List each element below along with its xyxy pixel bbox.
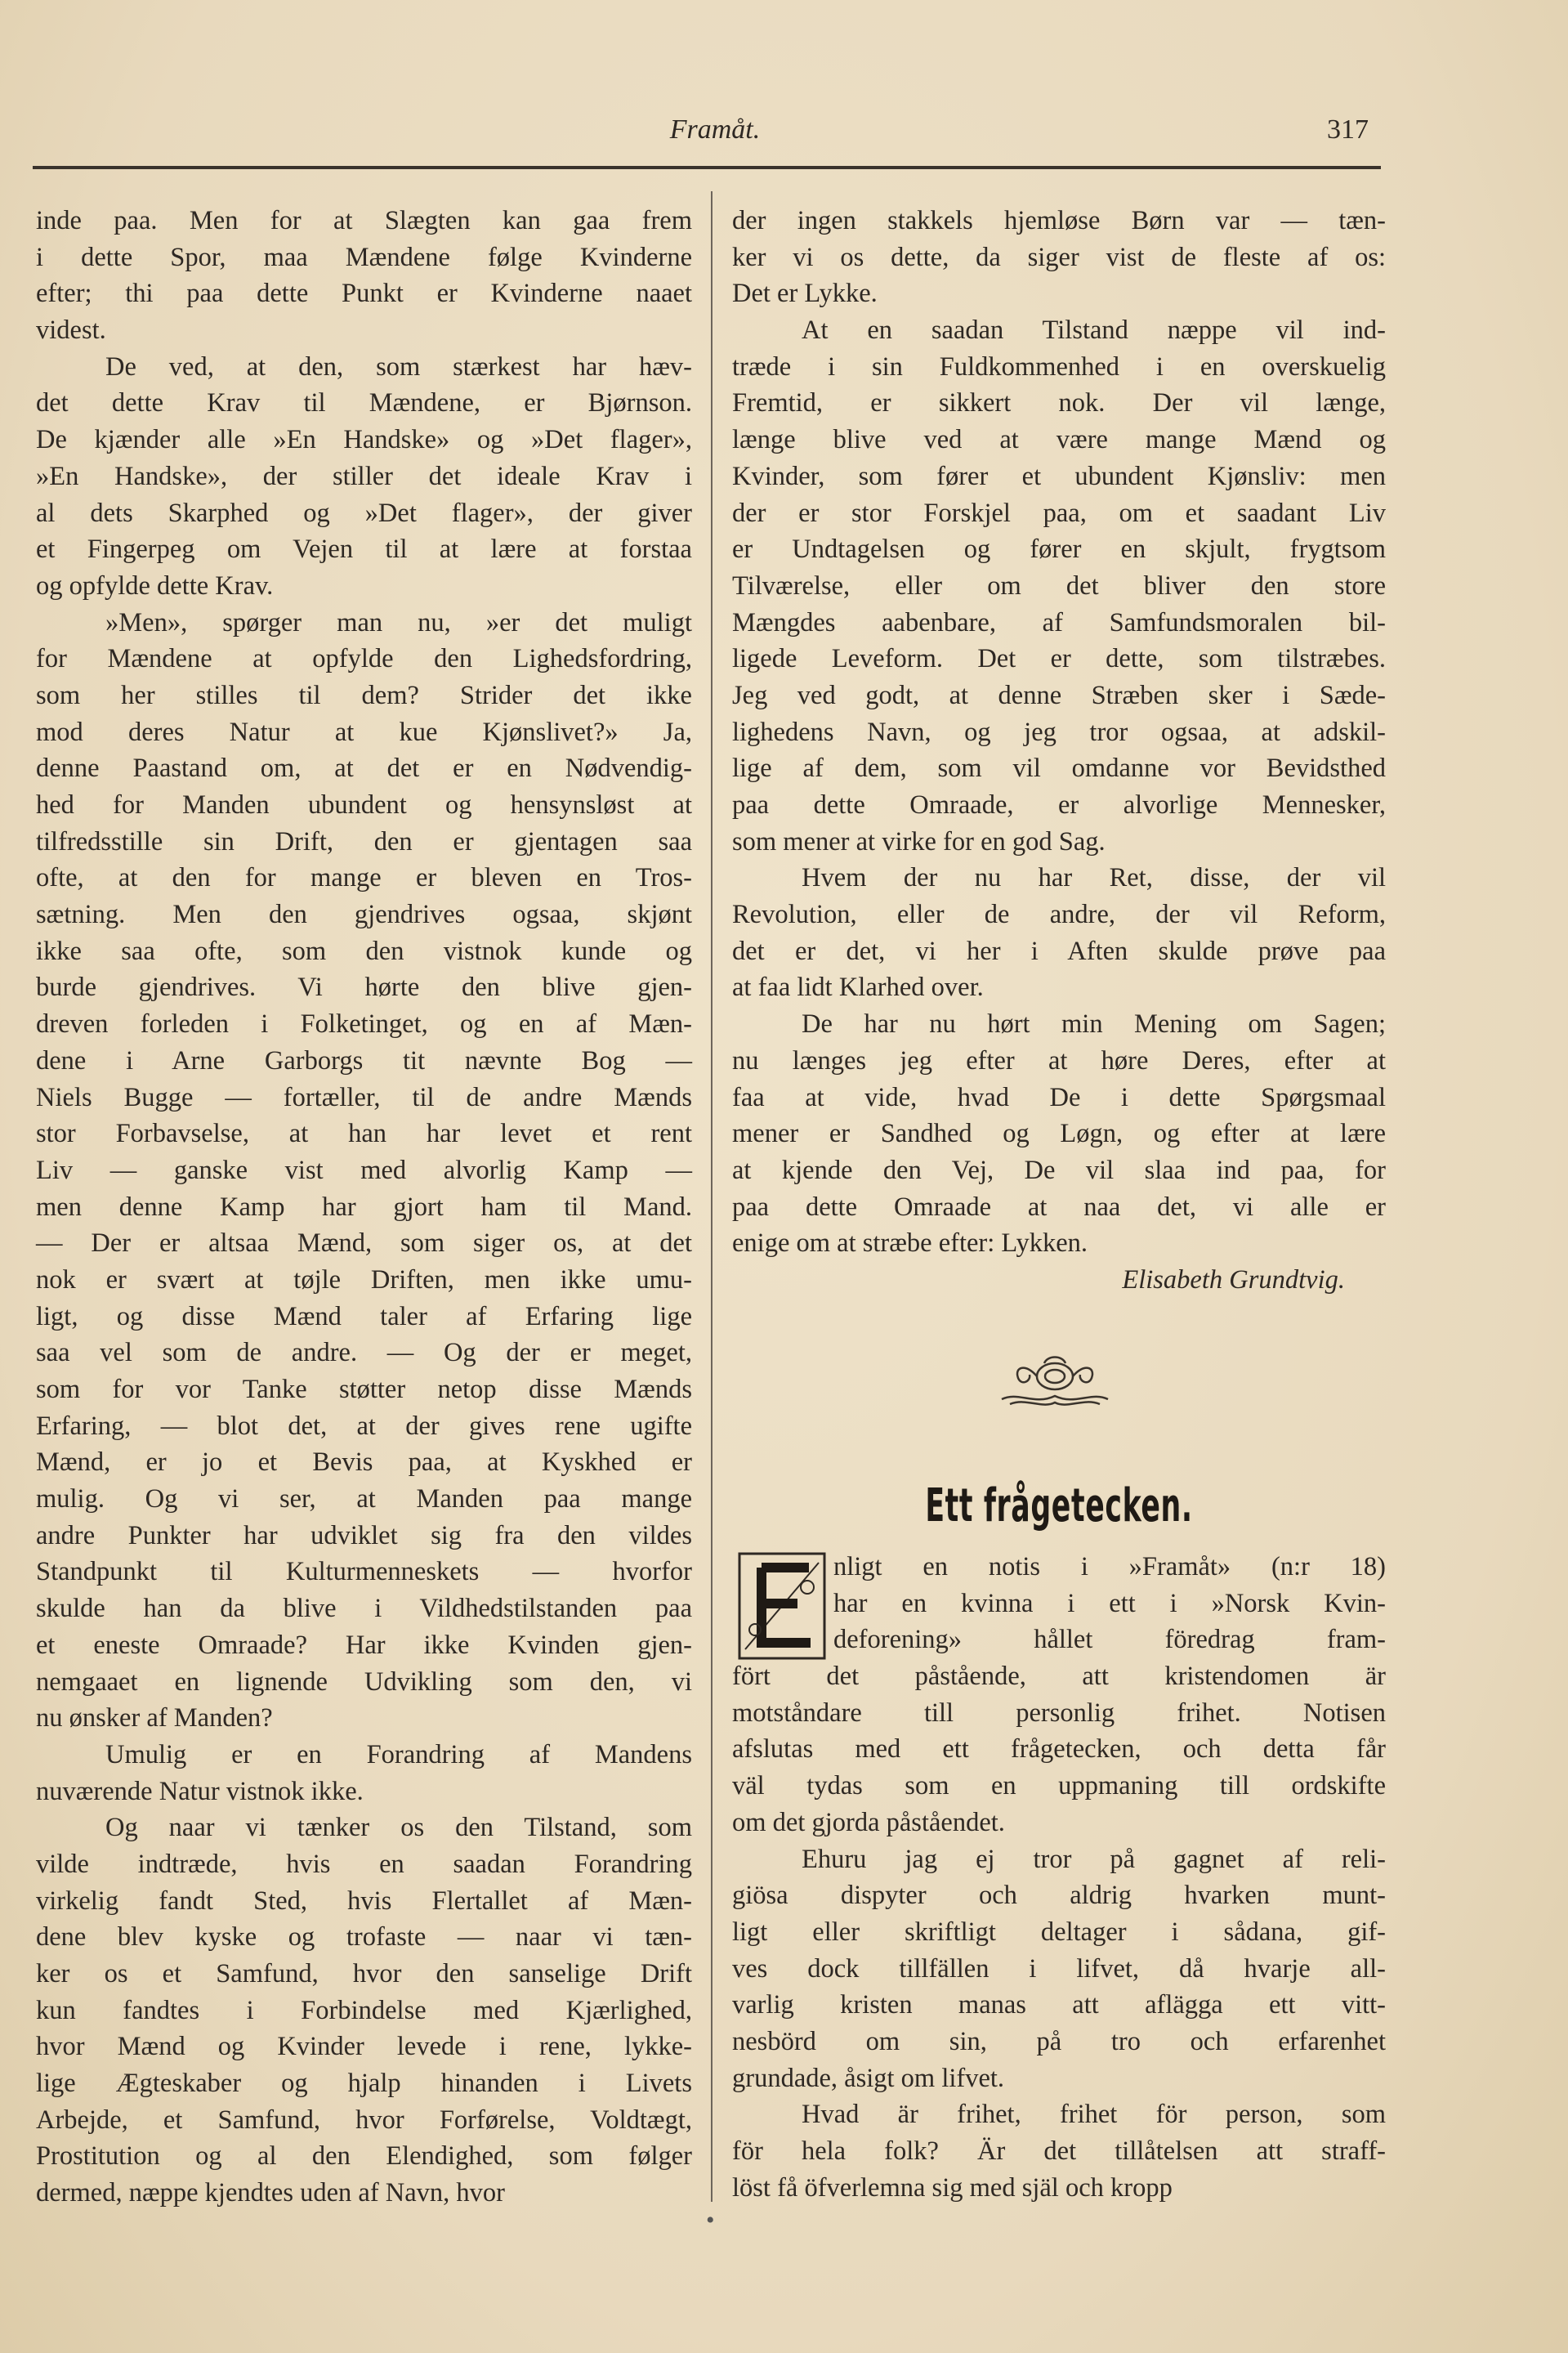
article-line: för hela folk? Är det tillåtelsen att straff- <box>732 2136 1386 2166</box>
text-line: i dette Spor, maa Mændene følge Kvinderne <box>36 242 692 272</box>
text-line: dene blev kyske og trofaste — naar vi tæn- <box>36 1922 692 1953</box>
text-line: al dets Skarphed og »Det flager», der giver <box>36 498 692 528</box>
text-line: nuværende Natur vistnok ikke. <box>36 1776 364 1806</box>
text-line: Niels Bugge — fortæller, til de andre Mænds <box>36 1082 692 1112</box>
text-line: et eneste Omraade? Har ikke Kvinden gjen- <box>36 1630 692 1660</box>
article-line: afslutas med ett frågetecken, och detta får <box>732 1734 1386 1765</box>
text-line: ikke saa ofte, som den vistnok kunde og <box>36 936 692 966</box>
text-line: mod deres Natur at kue Kjønslivet?» Ja, <box>36 717 692 747</box>
text-line: De kjænder alle »En Handske» og »Det flager», <box>36 425 692 455</box>
running-title: Framåt. <box>669 114 761 145</box>
text-line: Standpunkt til Kulturmenneskets — hvorfor <box>36 1557 692 1587</box>
text-line: lighedens Navn, og jeg tror ogsaa, at adskil- <box>732 717 1386 747</box>
text-line: enige om at stræbe efter: Lykken. <box>732 1228 1088 1259</box>
text-line: De ved, at den, som stærkest har hæv- <box>105 351 692 382</box>
article-line: varlig kristen manas att aflägga ett vitt- <box>732 1990 1386 2020</box>
text-line: nu ønsker af Manden? <box>36 1703 273 1733</box>
text-line: er Undtagelsen og fører en skjult, frygtsom <box>732 535 1386 565</box>
article-line: om det gjorda påståendet. <box>732 1807 1005 1837</box>
article-line: har en kvinna i ett i »Norsk Kvin- <box>833 1588 1386 1618</box>
text-line: hed for Manden ubundent og hensynsløst at <box>36 790 692 820</box>
text-line: som mener at virke for en god Sag. <box>732 826 1106 857</box>
text-line: nemgaaet en lignende Udvikling som den, vi <box>36 1666 692 1697</box>
text-line: træde i sin Fuldkommenhed i en overskuelig <box>732 351 1386 382</box>
text-line: Kvinder, som fører et ubundent Kjønsliv: men <box>732 461 1386 491</box>
article-title: Ett frågetecken. <box>925 1479 1193 1532</box>
text-line: der er stor Forskjel paa, om et saadant Liv <box>732 498 1386 528</box>
text-line: som her stilles til dem? Strider det ikke <box>36 680 692 710</box>
article-line: nesbörd om sin, på tro och erfarenhet <box>732 2026 1386 2056</box>
text-line: Fremtid, er sikkert nok. Der vil længe, <box>732 388 1386 418</box>
text-line: paa dette Omraade at naa det, vi alle er <box>732 1192 1386 1222</box>
text-line: lige Ægteskaber og hjalp hinanden i Livets <box>36 2069 692 2099</box>
text-line: — Der er altsaa Mænd, som siger os, at det <box>36 1228 692 1259</box>
text-line: og opfylde dette Krav. <box>36 570 274 601</box>
text-line: Liv — ganske vist med alvorlig Kamp — <box>36 1155 692 1185</box>
column-divider <box>711 191 713 2202</box>
article-line: löst få öfverlemna sig med själ och kropp <box>732 2172 1173 2203</box>
article-line: giösa dispyter och aldrig hvarken munt- <box>732 1881 1386 1911</box>
signature: Elisabeth Grundtvig. <box>1122 1264 1345 1295</box>
article-line: motståndare till personlig frihet. Notisen <box>732 1698 1386 1728</box>
text-line: tilfredsstille sin Drift, den er gjentagen saa <box>36 826 692 857</box>
stray-mark: • <box>706 2207 715 2234</box>
article-line: Ehuru jag ej tror på gagnet af reli- <box>802 1844 1386 1874</box>
text-line: at kjende den Vej, De vil slaa ind paa, for <box>732 1155 1386 1185</box>
article-body <box>732 1549 1386 2206</box>
left-column <box>36 203 692 2212</box>
text-line: mulig. Og vi ser, at Manden paa mange <box>36 1484 692 1514</box>
right-column <box>732 203 1386 1299</box>
text-line: saa vel som de andre. — Og der er meget, <box>36 1338 692 1368</box>
text-line: et Fingerpeg om Vejen til at lære at forstaa <box>36 535 692 565</box>
text-line: Revolution, eller de andre, der vil Reform, <box>732 900 1386 930</box>
text-line: »En Handske», der stiller det ideale Krav i <box>36 461 692 491</box>
text-line: skulde han da blive i Vildhedstilstanden paa <box>36 1594 692 1624</box>
text-line: »Men», spørger man nu, »er det muligt <box>105 607 692 637</box>
text-line: At en saadan Tilstand næppe vil ind- <box>802 315 1386 346</box>
text-line: ligt, og disse Mænd taler af Erfaring lige <box>36 1301 692 1331</box>
text-line: at faa lidt Klarhed over. <box>732 973 984 1003</box>
article-line: deforening» hållet föredrag fram- <box>833 1625 1386 1655</box>
article-line: grundade, åsigt om lifvet. <box>732 2063 1005 2093</box>
ornament-icon <box>994 1349 1116 1414</box>
text-line: hvor Mænd og Kvinder levede i rene, lykke- <box>36 2032 692 2062</box>
text-line: De har nu hørt min Mening om Sagen; <box>802 1009 1386 1040</box>
text-line: Hvem der nu har Ret, disse, der vil <box>802 863 1386 893</box>
text-line: virkelig fandt Sted, hvis Flertallet af Mæn- <box>36 1886 692 1916</box>
article-line: nligt en notis i »Framåt» (n:r 18) <box>833 1552 1386 1581</box>
text-line: sætning. Men den gjendrives ogsaa, skjønt <box>36 900 692 930</box>
text-line: som for vor Tanke støtter netop disse Mænds <box>36 1375 692 1404</box>
text-line: efter; thi paa dette Punkt er Kvinderne naaet <box>36 279 692 309</box>
article-line: ligt eller skriftligt deltager i sådana, gif- <box>732 1917 1386 1947</box>
page-number: 317 <box>1327 114 1369 145</box>
text-line: faa at vide, hvad De i dette Spørgsmaal <box>732 1082 1386 1112</box>
text-line: stor Forbavselse, at han har levet et rent <box>36 1119 692 1149</box>
text-line: dreven forleden i Folketinget, og en af Mæn- <box>36 1009 692 1040</box>
text-line: burde gjendrives. Vi hørte den blive gjen- <box>36 973 692 1003</box>
text-line: Umulig er en Forandring af Mandens <box>105 1739 692 1769</box>
article-line: ves dock tillfällen i lifvet, då hvarje all- <box>732 1953 1386 1984</box>
text-line: Arbejde, et Samfund, hvor Forførelse, Voldtægt, <box>36 2105 692 2135</box>
text-line: Mænd, er jo et Bevis paa, at Kyskhed er <box>36 1447 692 1478</box>
text-line: inde paa. Men for at Slægten kan gaa frem <box>36 206 692 235</box>
article-line: fört det påstående, att kristendomen är <box>732 1662 1386 1692</box>
text-line: nok er svært at tøjle Driften, men ikke umu- <box>36 1264 692 1295</box>
text-line: for Mændene at opfylde den Lighedsfordring, <box>36 644 692 674</box>
text-line: Mængdes aabenbare, af Samfundsmoralen bil- <box>732 607 1386 637</box>
text-line: ker vi os dette, da siger vist de fleste af os: <box>732 242 1386 272</box>
text-line: vilde indtræde, hvis en saadan Forandring <box>36 1849 692 1879</box>
text-line: Erfaring, — blot det, at der gives rene ugifte <box>36 1411 692 1441</box>
article-line: Hvad är frihet, frihet för person, som <box>802 2100 1386 2130</box>
text-line: længe blive ved at være mange Mænd og <box>732 425 1386 455</box>
text-line: Tilværelse, eller om det bliver den store <box>732 570 1386 601</box>
text-line: Det er Lykke. <box>732 279 878 309</box>
text-line: denne Paastand om, at det er en Nødvendig- <box>36 754 692 784</box>
text-line: paa dette Omraade, er alvorlige Mennesker, <box>732 790 1386 820</box>
text-line: andre Punkter har udviklet sig fra den vildes <box>36 1520 692 1550</box>
text-line: mener er Sandhed og Løgn, og efter at lære <box>732 1119 1386 1149</box>
text-line: Prostitution og al den Elendighed, som følger <box>36 2141 692 2172</box>
text-line: det dette Krav til Mændene, er Bjørnson. <box>36 388 692 418</box>
text-line: ligede Leveform. Det er dette, som tilstræbes. <box>732 644 1386 674</box>
text-line: men denne Kamp har gjort ham til Mand. <box>36 1192 692 1222</box>
text-line: det er det, vi her i Aften skulde prøve paa <box>732 936 1386 966</box>
text-line: Jeg ved godt, at denne Stræben sker i Sæde- <box>732 680 1386 710</box>
text-line: ker os et Samfund, hvor den sanselige Drift <box>36 1959 692 1988</box>
text-line: dermed, næppe kjendtes uden af Navn, hvor <box>36 2178 506 2208</box>
header-rule <box>33 166 1381 169</box>
text-line: videst. <box>36 315 106 346</box>
text-line: der ingen stakkels hjemløse Børn var — tæn- <box>732 206 1386 235</box>
text-line: lige af dem, som vil omdanne vor Bevidsthed <box>732 754 1386 784</box>
text-line: kun fandtes i Forbindelse med Kjærlighed, <box>36 1995 692 2025</box>
text-line: Og naar vi tænker os den Tilstand, som <box>105 1813 692 1843</box>
text-line: nu længes jeg efter at høre Deres, efter at <box>732 1045 1386 1076</box>
text-line: ofte, at den for mange er bleven en Tros- <box>36 863 692 893</box>
article-line: väl tydas som en uppmaning till ordskifte <box>732 1771 1386 1801</box>
text-line: dene i Arne Garborgs tit nævnte Bog — <box>36 1045 692 1076</box>
